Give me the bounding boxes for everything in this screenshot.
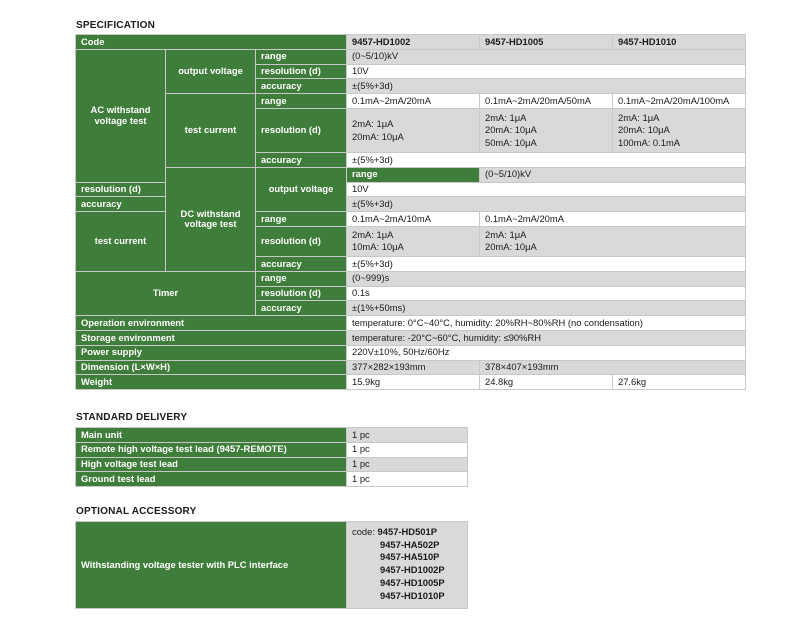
weight-value-1: 15.9kg (347, 375, 480, 390)
dc-output-range: (0~5/10)kV (480, 167, 746, 182)
accessory-row (76, 522, 468, 609)
row-label: resolution (d) (256, 108, 347, 152)
ac-output-accuracy: ±(5%+3d) (347, 79, 746, 94)
resolution-line: 2mA: 1μA (352, 118, 394, 130)
ac-current-accuracy: ±(5%+3d) (347, 152, 746, 167)
row-label: accuracy (256, 301, 347, 316)
resolution-line: 2mA: 1μA (352, 228, 394, 240)
delivery-row (76, 442, 468, 457)
operation-environment-value: temperature: 0°C~40°C, humidity: 20%RH~80%RH (no condensation) (347, 316, 746, 331)
row-label: accuracy (256, 152, 347, 167)
row-label: range (256, 49, 347, 64)
row-label: range (347, 167, 480, 182)
storage-environment-value: temperature: -20°C~60°C, humidity: ≤90%RH (347, 330, 746, 345)
delivery-item-qty: 1 pc (347, 442, 468, 457)
power-supply-value: 220V±10%, 50Hz/60Hz (347, 345, 746, 360)
model-hd1010: 9457-HD1010 (613, 35, 746, 50)
resolution-line: 2mA: 1μA (618, 111, 660, 123)
row-label: range (256, 271, 347, 286)
dc-current-range-1: 0.1mA~2mA/10mA (347, 212, 480, 227)
ac-current-range-2: 0.1mA~2mA/20mA/50mA (480, 94, 613, 109)
row-label: accuracy (76, 197, 166, 212)
accessory-code: 9457-HD1010P (380, 589, 445, 601)
dc-output-range-row (76, 167, 746, 182)
storage-environment-label: Storage environment (76, 330, 347, 345)
accessory-code: 9457-HD1002P (380, 564, 445, 576)
power-supply-label: Power supply (76, 345, 347, 360)
ac-current-range-3: 0.1mA~2mA/20mA/100mA (613, 94, 746, 109)
row-label: resolution (d) (76, 182, 166, 197)
dc-output-resolution: 10V (347, 182, 746, 197)
delivery-item-name: Remote high voltage test lead (9457-REMOTE) (76, 442, 347, 457)
dc-current-resolution-2 (480, 226, 746, 256)
row-label: resolution (d) (256, 226, 347, 256)
accessory-item-name: Withstanding voltage tester with PLC interface (76, 522, 347, 609)
accessory-codes (347, 522, 468, 609)
ac-output-resolution: 10V (347, 64, 746, 79)
weight-row (76, 375, 746, 390)
dimension-row (76, 360, 746, 375)
timer-range: (0~999)s (347, 271, 746, 286)
dc-current-resolution-1 (347, 226, 480, 256)
dimension-label: Dimension (L×W×H) (76, 360, 347, 375)
row-label: accuracy (256, 256, 347, 271)
ac-output-range: (0~5/10)kV (347, 49, 746, 64)
dimension-value-1: 377×282×193mm (347, 360, 480, 375)
accessory-code: 9457-HA510P (380, 551, 440, 563)
delivery-item-name: Main unit (76, 428, 347, 443)
dc-withstand-title: DC withstand voltage test (166, 167, 256, 271)
ac-current-resolution-3 (613, 108, 746, 152)
ac-test-current-label: test current (166, 94, 256, 168)
ac-output-voltage-label: output voltage (166, 49, 256, 93)
row-label: accuracy (256, 79, 347, 94)
code-label: Code (76, 35, 347, 50)
delivery-item-qty: 1 pc (347, 428, 468, 443)
timer-title: Timer (76, 271, 256, 315)
ac-current-range-row (76, 94, 746, 109)
ac-current-range-1: 0.1mA~2mA/20mA (347, 94, 480, 109)
specification-heading: SPECIFICATION (76, 20, 156, 31)
row-label: resolution (d) (256, 64, 347, 79)
resolution-line: 2mA: 1μA (485, 228, 527, 240)
model-hd1002: 9457-HD1002 (347, 35, 480, 50)
model-hd1005: 9457-HD1005 (480, 35, 613, 50)
optional-accessory-table (75, 521, 468, 609)
resolution-line: 100mA: 0.1mA (618, 136, 681, 148)
standard-delivery-heading: STANDARD DELIVERY (76, 412, 188, 423)
resolution-line: 50mA: 10μA (485, 136, 537, 148)
timer-resolution: 0.1s (347, 286, 746, 301)
row-label: resolution (d) (256, 286, 347, 301)
optional-accessory-heading: OPTIONAL ACCESSORY (76, 506, 197, 517)
header-row (76, 35, 746, 50)
resolution-line: 2mA: 1μA (485, 111, 527, 123)
weight-value-2: 24.8kg (480, 375, 613, 390)
accessory-code: 9457-HD501P (377, 526, 437, 537)
resolution-line: 20mA: 10μA (485, 124, 537, 136)
delivery-row (76, 472, 468, 487)
power-supply-row (76, 345, 746, 360)
delivery-item-name: Ground test lead (76, 472, 347, 487)
accessory-code: 9457-HD1005P (380, 576, 445, 588)
dc-current-range-2: 0.1mA~2mA/20mA (480, 212, 746, 227)
operation-environment-label: Operation environment (76, 316, 347, 331)
resolution-line: 20mA: 10μA (485, 241, 537, 253)
delivery-item-qty: 1 pc (347, 457, 468, 472)
specification-table (75, 34, 746, 390)
resolution-line: 20mA: 10μA (618, 124, 670, 136)
timer-accuracy: ±(1%+50ms) (347, 301, 746, 316)
dc-current-accuracy: ±(5%+3d) (347, 256, 746, 271)
delivery-item-qty: 1 pc (347, 472, 468, 487)
dimension-value-2: 378×407×193mm (480, 360, 746, 375)
storage-environment-row (76, 330, 746, 345)
delivery-item-name: High voltage test lead (76, 457, 347, 472)
row-label: range (256, 212, 347, 227)
resolution-line: 20mA: 10μA (352, 130, 404, 142)
standard-delivery-table (75, 427, 468, 487)
weight-label: Weight (76, 375, 347, 390)
row-label: range (256, 94, 347, 109)
dc-output-voltage-label: output voltage (256, 167, 347, 211)
timer-range-row (76, 271, 746, 286)
ac-output-range-row (76, 49, 746, 64)
ac-withstand-title: AC withstand voltage test (76, 49, 166, 182)
delivery-row (76, 428, 468, 443)
ac-current-resolution-1 (347, 108, 480, 152)
delivery-row (76, 457, 468, 472)
accessory-code: 9457-HA502P (380, 538, 440, 550)
code-prefix: code: (352, 526, 378, 537)
weight-value-3: 27.6kg (613, 375, 746, 390)
resolution-line: 10mA: 10μA (352, 241, 404, 253)
ac-current-resolution-2 (480, 108, 613, 152)
dc-output-accuracy: ±(5%+3d) (347, 197, 746, 212)
operation-environment-row (76, 316, 746, 331)
dc-test-current-label: test current (76, 212, 166, 272)
